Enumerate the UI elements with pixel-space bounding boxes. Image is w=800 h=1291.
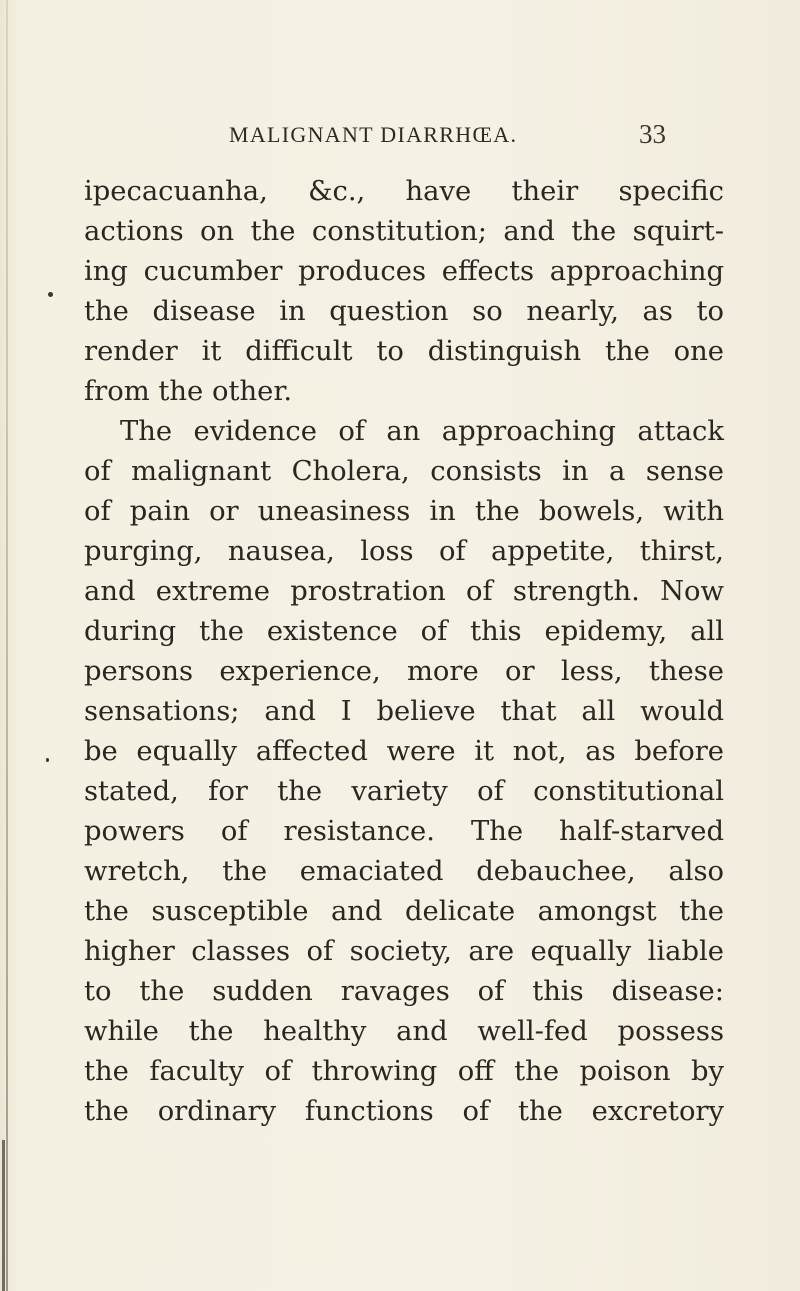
ink-speck xyxy=(48,292,53,297)
text-line: higher classes of society, are equally liable xyxy=(84,936,724,967)
text-line: to the sudden ravages of this disease: xyxy=(84,976,724,1007)
text-line: during the existence of this epidemy, all xyxy=(84,616,724,647)
text-line: actions on the constitution; and the squirt- xyxy=(84,216,724,247)
text-line: the faculty of throwing off the poison by xyxy=(84,1056,724,1087)
text-line: while the healthy and well-fed possess xyxy=(84,1016,724,1047)
text-line: render it difficult to distinguish the one xyxy=(84,336,724,367)
body-text xyxy=(84,172,724,1132)
text-line: the disease in question so nearly, as to xyxy=(84,296,724,327)
text-line: and extreme prostration of strength. Now xyxy=(84,576,724,607)
ink-speck xyxy=(46,758,49,762)
text-line: of malignant Cholera, consists in a sense xyxy=(84,456,724,487)
text-line: wretch, the emaciated debauchee, also xyxy=(84,856,724,887)
text-line: the susceptible and delicate amongst the xyxy=(84,896,724,927)
paragraph-start-line: The evidence of an approaching attack xyxy=(120,416,724,447)
text-line: sensations; and I believe that all would xyxy=(84,696,724,727)
text-line: purging, nausea, loss of appetite, thirst, xyxy=(84,536,724,567)
page-binding-shadow xyxy=(2,1140,5,1291)
text-line: persons experience, more or less, these xyxy=(84,656,724,687)
text-line: stated, for the variety of constitutional xyxy=(84,776,724,807)
text-line: of pain or uneasiness in the bowels, with xyxy=(84,496,724,527)
text-line: powers of resistance. The half-starved xyxy=(84,816,724,847)
text-line: the ordinary functions of the excretory xyxy=(84,1096,724,1127)
page-header xyxy=(0,119,800,162)
text-line: ing cucumber produces effects approaching xyxy=(84,256,724,287)
running-head: MALIGNANT DIARRHŒA. xyxy=(229,122,518,147)
page-number: 33 xyxy=(639,119,666,149)
text-line: from the other. xyxy=(84,376,293,407)
text-line: be equally affected were it not, as before xyxy=(84,736,724,767)
text-line: ipecacuanha, &c., have their specific xyxy=(84,176,724,207)
page-gutter-edge xyxy=(6,0,8,1291)
